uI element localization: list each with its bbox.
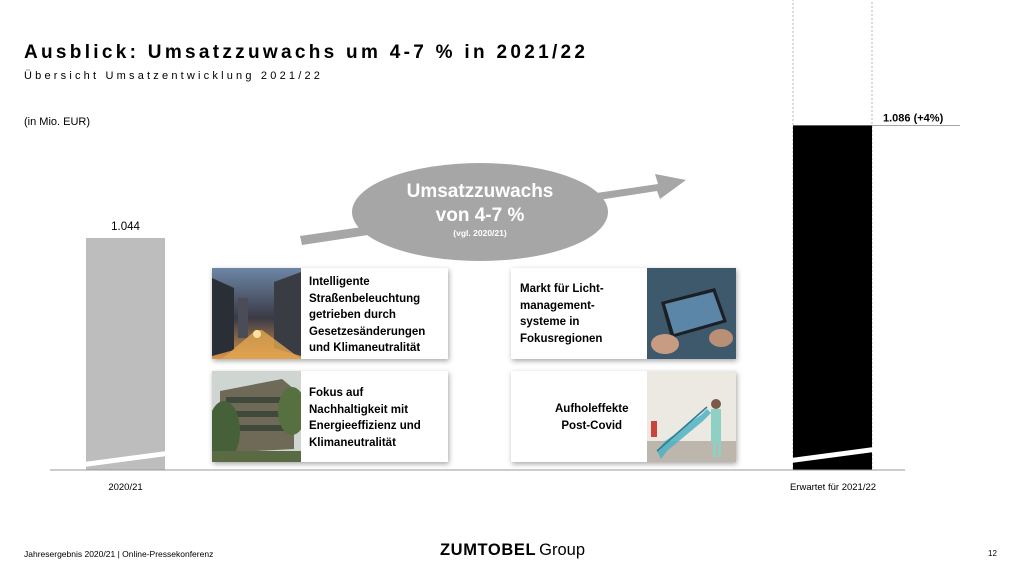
tablet-photo — [647, 268, 736, 359]
hospital-stairs-photo — [647, 371, 736, 462]
footer-text: Jahresergebnis 2020/21 | Online-Pressekonferenz — [24, 549, 214, 559]
driver-card-street-lighting — [212, 268, 448, 359]
card-text-street-lighting: Intelligente Straßenbeleuchtung getrieben durch Gesetzesänderungen und Klimaneutralität — [309, 276, 426, 354]
callout-note: (vgl. 2020/21) — [453, 228, 507, 238]
zumtobel-logo: ZUMTOBEL Group — [440, 541, 586, 559]
category-label-2020-21: 2020/21 — [108, 482, 143, 493]
category-label-2021-22: Erwartet für 2021/22 — [789, 482, 877, 493]
value-label-2021-22: 1.086 (+4%) — [883, 112, 944, 125]
value-label-2020-21: 1.044 — [111, 221, 140, 233]
card-text-lighting-management: Markt für Licht- management- systeme in Fokusregionen — [520, 283, 604, 345]
bar-2020-21 — [86, 238, 165, 470]
page-title: Ausblick: Umsatzzuwachs um 4-7 % in 2021/22 — [24, 42, 589, 63]
page-number: 12 — [988, 549, 997, 558]
night-street-photo — [212, 268, 301, 359]
unit-note: (in Mio. EUR) — [24, 116, 91, 128]
callout-line1: Umsatzzuwachs — [406, 181, 554, 202]
page-subtitle: Übersicht Umsatzentwicklung 2021/22 — [24, 70, 324, 82]
bar-2021-22 — [793, 125, 872, 470]
callout-line2: von 4-7 % — [435, 205, 525, 226]
driver-card-lighting-management — [511, 268, 736, 359]
driver-card-post-covid — [511, 371, 736, 462]
card-text-post-covid: Aufholeffekte Post-Covid — [555, 403, 629, 432]
driver-card-sustainability — [212, 371, 448, 462]
green-building-photo — [212, 371, 301, 462]
card-text-sustainability: Fokus auf Nachhaltigkeit mit Energieeffizienz und Klimaneutralität — [309, 387, 421, 449]
